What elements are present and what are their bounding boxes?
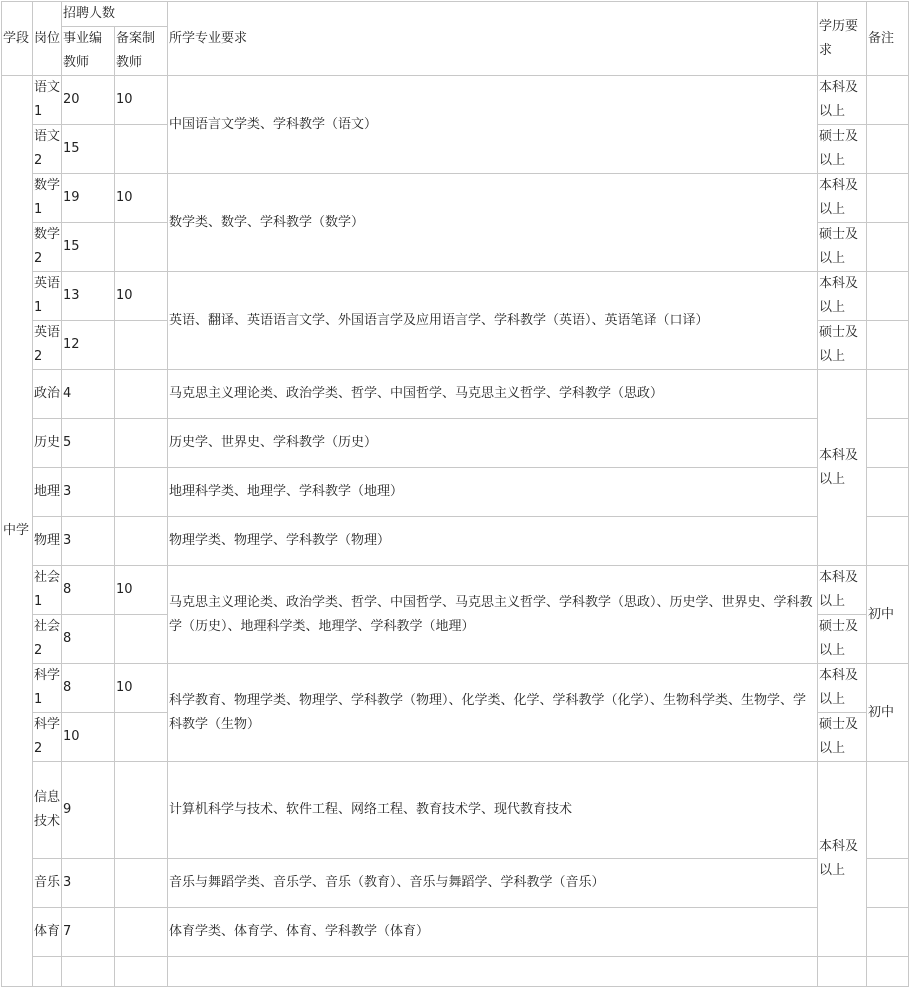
header-edu: 学历要求 <box>818 2 867 76</box>
edu-cell: 本科及以上 <box>818 664 867 713</box>
post-cell: 历史 <box>33 419 62 468</box>
post-cell: 物理 <box>33 517 62 566</box>
major-cell: 数学类、数学、学科教学（数学） <box>168 174 818 272</box>
stage-cell: 中学 <box>2 76 33 987</box>
career-count: 3 <box>62 859 115 908</box>
empty-cell <box>62 957 115 987</box>
post-cell: 科学2 <box>33 713 62 762</box>
edu-cell: 本科及以上 <box>818 76 867 125</box>
post-cell: 英语2 <box>33 321 62 370</box>
record-count: 10 <box>115 174 168 223</box>
record-count <box>115 125 168 174</box>
record-count <box>115 713 168 762</box>
note-cell <box>867 272 909 321</box>
post-cell: 数学1 <box>33 174 62 223</box>
note-cell: 初中 <box>867 566 909 664</box>
edu-cell: 本科及以上 <box>818 762 867 957</box>
record-count <box>115 517 168 566</box>
header-stage: 学段 <box>2 2 33 76</box>
record-count: 10 <box>115 664 168 713</box>
note-cell <box>867 223 909 272</box>
post-cell: 音乐 <box>33 859 62 908</box>
career-count: 3 <box>62 517 115 566</box>
career-count: 7 <box>62 908 115 957</box>
post-cell: 政治 <box>33 370 62 419</box>
record-count: 10 <box>115 76 168 125</box>
edu-cell: 硕士及以上 <box>818 223 867 272</box>
career-count: 10 <box>62 713 115 762</box>
header-post: 岗位 <box>33 2 62 76</box>
note-cell <box>867 370 909 419</box>
record-count <box>115 419 168 468</box>
recruitment-table <box>1 1 909 987</box>
edu-cell: 硕士及以上 <box>818 615 867 664</box>
career-count: 8 <box>62 664 115 713</box>
major-cell: 中国语言文学类、学科教学（语文） <box>168 76 818 174</box>
record-count: 10 <box>115 272 168 321</box>
empty-cell <box>168 957 818 987</box>
major-cell: 英语、翻译、英语语言文学、外国语言学及应用语言学、学科教学（英语）、英语笔译（口译） <box>168 272 818 370</box>
edu-cell: 本科及以上 <box>818 174 867 223</box>
note-cell <box>867 762 909 859</box>
career-count: 19 <box>62 174 115 223</box>
edu-cell: 硕士及以上 <box>818 125 867 174</box>
header-note: 备注 <box>867 2 909 76</box>
edu-cell: 本科及以上 <box>818 370 867 566</box>
record-count <box>115 468 168 517</box>
empty-cell <box>867 957 909 987</box>
post-cell: 社会2 <box>33 615 62 664</box>
career-count: 12 <box>62 321 115 370</box>
post-cell: 数学2 <box>33 223 62 272</box>
empty-cell <box>33 957 62 987</box>
major-cell: 计算机科学与技术、软件工程、网络工程、教育技术学、现代教育技术 <box>168 762 818 859</box>
post-cell: 体育 <box>33 908 62 957</box>
post-cell: 英语1 <box>33 272 62 321</box>
note-cell <box>867 517 909 566</box>
post-cell: 语文2 <box>33 125 62 174</box>
record-count <box>115 908 168 957</box>
note-cell: 初中 <box>867 664 909 762</box>
career-count: 8 <box>62 566 115 615</box>
career-count: 15 <box>62 223 115 272</box>
major-cell: 马克思主义理论类、政治学类、哲学、中国哲学、马克思主义哲学、学科教学（思政） <box>168 370 818 419</box>
note-cell <box>867 468 909 517</box>
post-cell: 科学1 <box>33 664 62 713</box>
empty-cell <box>818 957 867 987</box>
header-record: 备案制教师 <box>115 27 168 76</box>
record-count <box>115 321 168 370</box>
record-count <box>115 615 168 664</box>
career-count: 20 <box>62 76 115 125</box>
record-count <box>115 859 168 908</box>
empty-cell <box>115 957 168 987</box>
note-cell <box>867 908 909 957</box>
edu-cell: 硕士及以上 <box>818 713 867 762</box>
career-count: 3 <box>62 468 115 517</box>
header-major: 所学专业要求 <box>168 2 818 76</box>
note-cell <box>867 859 909 908</box>
major-cell: 科学教育、物理学类、物理学、学科教学（物理）、化学类、化学、学科教学（化学）、生物科学类、生物学、学科教学（生物） <box>168 664 818 762</box>
post-cell: 信息技术 <box>33 762 62 859</box>
career-count: 13 <box>62 272 115 321</box>
major-cell: 音乐与舞蹈学类、音乐学、音乐（教育）、音乐与舞蹈学、学科教学（音乐） <box>168 859 818 908</box>
edu-cell: 本科及以上 <box>818 272 867 321</box>
note-cell <box>867 321 909 370</box>
note-cell <box>867 125 909 174</box>
major-cell: 地理科学类、地理学、学科教学（地理） <box>168 468 818 517</box>
post-cell: 语文1 <box>33 76 62 125</box>
career-count: 8 <box>62 615 115 664</box>
career-count: 4 <box>62 370 115 419</box>
note-cell <box>867 419 909 468</box>
note-cell <box>867 174 909 223</box>
header-recruit: 招聘人数 <box>62 2 168 27</box>
record-count: 10 <box>115 566 168 615</box>
post-cell: 社会1 <box>33 566 62 615</box>
record-count <box>115 370 168 419</box>
major-cell: 体育学类、体育学、体育、学科教学（体育） <box>168 908 818 957</box>
career-count: 15 <box>62 125 115 174</box>
career-count: 5 <box>62 419 115 468</box>
major-cell: 物理学类、物理学、学科教学（物理） <box>168 517 818 566</box>
record-count <box>115 223 168 272</box>
header-career: 事业编教师 <box>62 27 115 76</box>
edu-cell: 硕士及以上 <box>818 321 867 370</box>
post-cell: 地理 <box>33 468 62 517</box>
note-cell <box>867 76 909 125</box>
major-cell: 历史学、世界史、学科教学（历史） <box>168 419 818 468</box>
record-count <box>115 762 168 859</box>
edu-cell: 本科及以上 <box>818 566 867 615</box>
career-count: 9 <box>62 762 115 859</box>
major-cell: 马克思主义理论类、政治学类、哲学、中国哲学、马克思主义哲学、学科教学（思政）、历史学、世界史、学科教学（历史）、地理科学类、地理学、学科教学（地理） <box>168 566 818 664</box>
